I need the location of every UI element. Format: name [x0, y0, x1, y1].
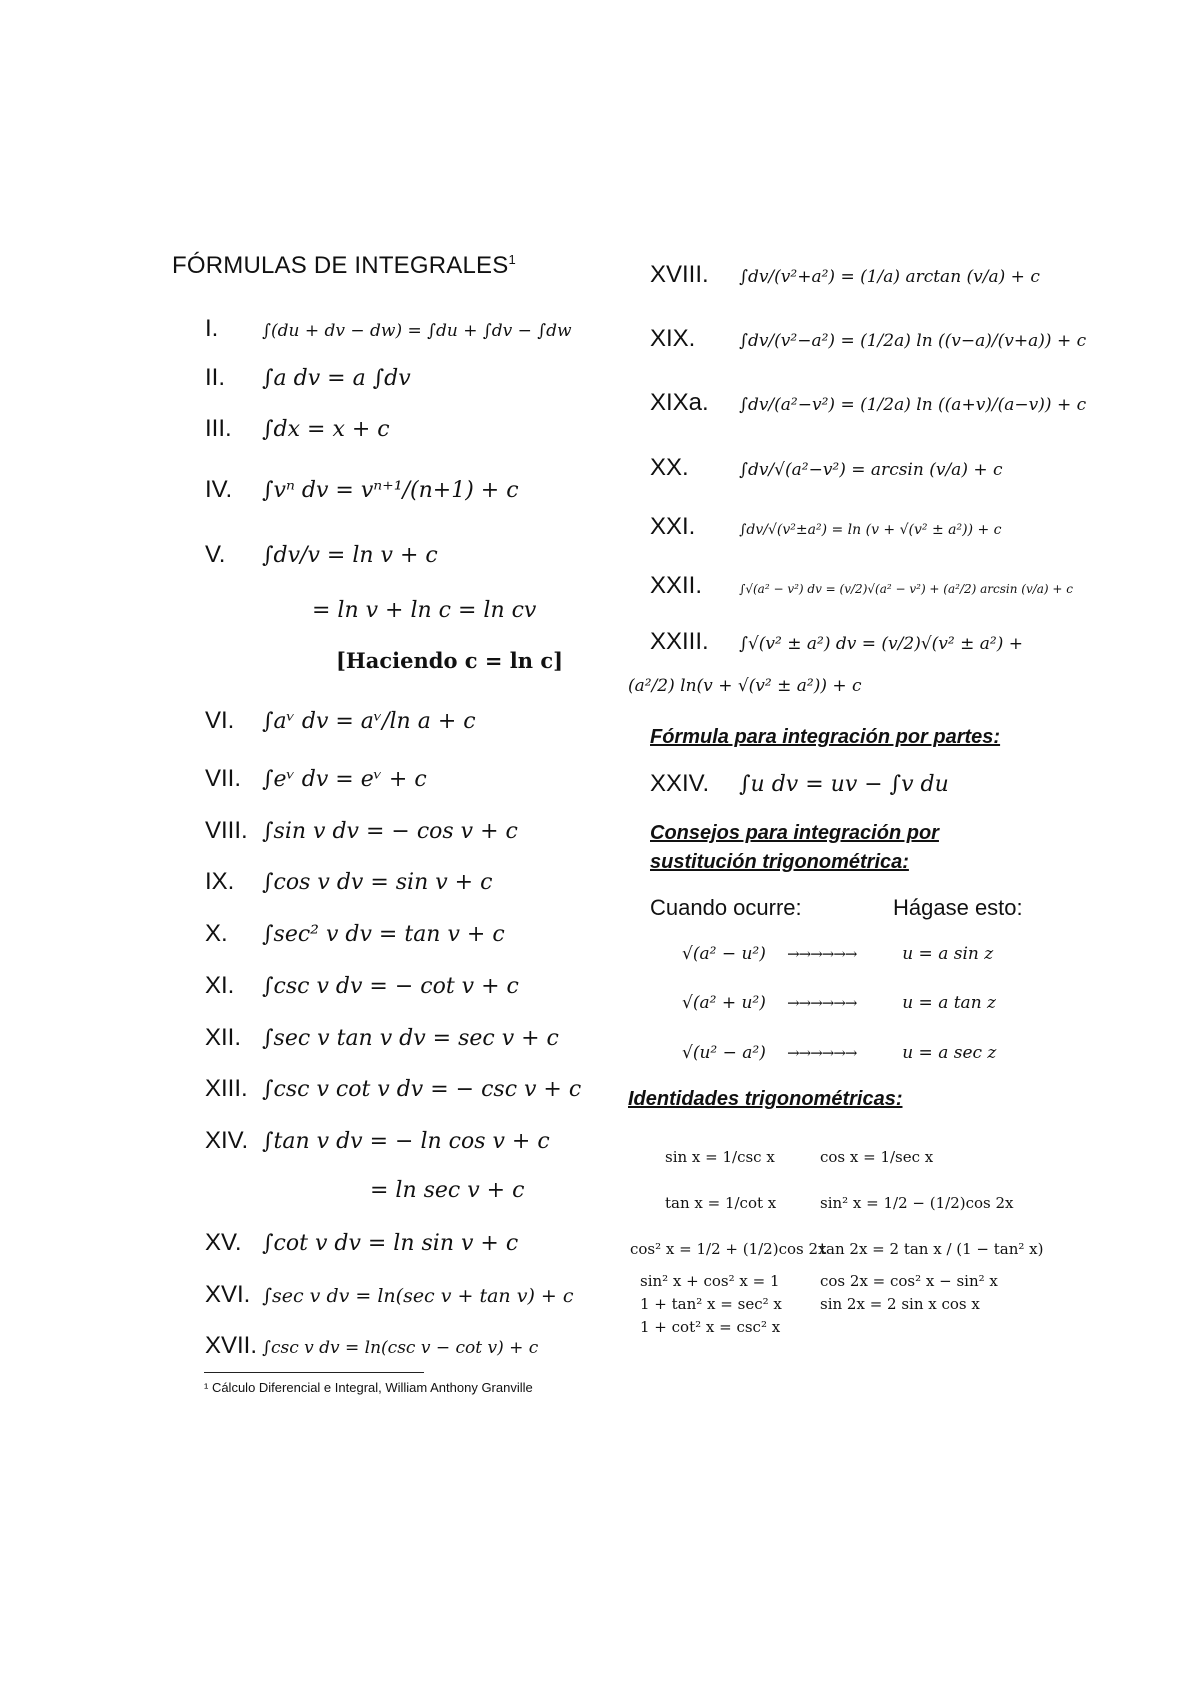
formula-row: IX. ∫cos v dv = sin v + c: [205, 868, 493, 895]
formula-row: = ln sec v + c: [370, 1178, 525, 1203]
formula-row: X. ∫sec² v dv = tan v + c: [205, 920, 505, 947]
do-label: Hágase esto:: [893, 895, 1023, 920]
identity: tan 2x = 2 tan x / (1 − tan² x): [820, 1240, 1044, 1258]
parts-heading: Fórmula para integración por partes:: [650, 726, 1001, 748]
formula-row: V. ∫dv/v = ln v + c: [205, 541, 438, 568]
formula-row: (a²/2) ln(v + √(v² ± a²)) + c: [628, 676, 862, 696]
footnote-divider: [204, 1372, 424, 1373]
identity: sin² x = 1/2 − (1/2)cos 2x: [820, 1194, 1014, 1212]
formula-row: XXI. ∫dv/√(v²±a²) = ln (v + √(v² ± a²)) + c: [650, 513, 1002, 540]
identity: sin 2x = 2 sin x cos x: [820, 1295, 980, 1313]
formula-row: XV. ∫cot v dv = ln sin v + c: [205, 1229, 519, 1256]
formula-row: II. ∫a dv = a ∫dv: [205, 364, 411, 391]
identity: sin² x + cos² x = 1: [640, 1272, 780, 1290]
substitution-row: √(a² + u²) →→→→→→ u = a tan z: [682, 993, 997, 1013]
formula-row: VII. ∫eᵛ dv = eᵛ + c: [205, 765, 427, 792]
identities-heading: Identidades trigonométricas:: [628, 1088, 903, 1110]
formula-row: I. ∫(du + dv − dw) = ∫du + ∫dv − ∫dw: [205, 315, 572, 342]
formula-row: XI. ∫csc v dv = − cot v + c: [205, 972, 519, 999]
formula-row: XVII. ∫csc v dv = ln(csc v − cot v) + c: [205, 1332, 539, 1359]
identity: sin x = 1/csc x: [665, 1148, 775, 1166]
formula-row: XII. ∫sec v tan v dv = sec v + c: [205, 1024, 559, 1051]
formula-row: XIII. ∫csc v cot v dv = − csc v + c: [205, 1075, 582, 1102]
formula-row: XXII. ∫√(a² − v²) dv = (v/2)√(a² − v²) + (a²/2) arcsin (v/a) + c: [650, 572, 1074, 599]
formula-row: XX. ∫dv/√(a²−v²) = arcsin (v/a) + c: [650, 454, 1003, 481]
identity: cos² x = 1/2 + (1/2)cos 2x: [630, 1240, 827, 1258]
formula-row: = ln v + ln c = ln cv: [312, 598, 537, 623]
formula-row: [Haciendo c = ln c]: [336, 648, 564, 673]
identity: 1 + cot² x = csc² x: [640, 1318, 781, 1336]
substitution-row: √(u² − a²) →→→→→→ u = a sec z: [682, 1043, 997, 1063]
identity: 1 + tan² x = sec² x: [640, 1295, 782, 1313]
formula-row: VIII. ∫sin v dv = − cos v + c: [205, 817, 518, 844]
identity: tan x = 1/cot x: [665, 1194, 777, 1212]
formula-row: III. ∫dx = x + c: [205, 415, 390, 442]
formula-row: XXIII. ∫√(v² ± a²) dv = (v/2)√(v² ± a²) +: [650, 628, 1023, 655]
formula-row: XIXa. ∫dv/(a²−v²) = (1/2a) ln ((a+v)/(a−v)) + c: [650, 389, 1087, 416]
substitution-row: √(a² − u²) →→→→→→ u = a sin z: [682, 944, 994, 964]
formula-row: XIX. ∫dv/(v²−a²) = (1/2a) ln ((v−a)/(v+a)) + c: [650, 325, 1087, 352]
formula-row: XVIII. ∫dv/(v²+a²) = (1/a) arctan (v/a) + c: [650, 261, 1040, 288]
identity: cos 2x = cos² x − sin² x: [820, 1272, 998, 1290]
formula-row: XVI. ∫sec v dv = ln(sec v + tan v) + c: [205, 1281, 574, 1308]
formula-row-parts: XXIV. ∫u dv = uv − ∫v du: [650, 770, 949, 797]
page-title: FÓRMULAS DE INTEGRALES$^1$: [172, 252, 516, 279]
formula-row: VI. ∫aᵛ dv = aᵛ/ln a + c: [205, 707, 476, 734]
when-label: Cuando ocurre:: [650, 895, 802, 920]
footnote: ¹ Cálculo Diferencial e Integral, William Anthony Granville: [204, 1380, 533, 1395]
formula-row: XIV. ∫tan v dv = − ln cos v + c: [205, 1127, 550, 1154]
trig-sub-heading-2: sustitución trigonométrica:: [650, 851, 909, 873]
formula-row: IV. ∫vⁿ dv = vⁿ⁺¹/(n+1) + c: [205, 476, 519, 503]
identity: cos x = 1/sec x: [820, 1148, 934, 1166]
trig-sub-heading: Consejos para integración por: [650, 822, 939, 844]
